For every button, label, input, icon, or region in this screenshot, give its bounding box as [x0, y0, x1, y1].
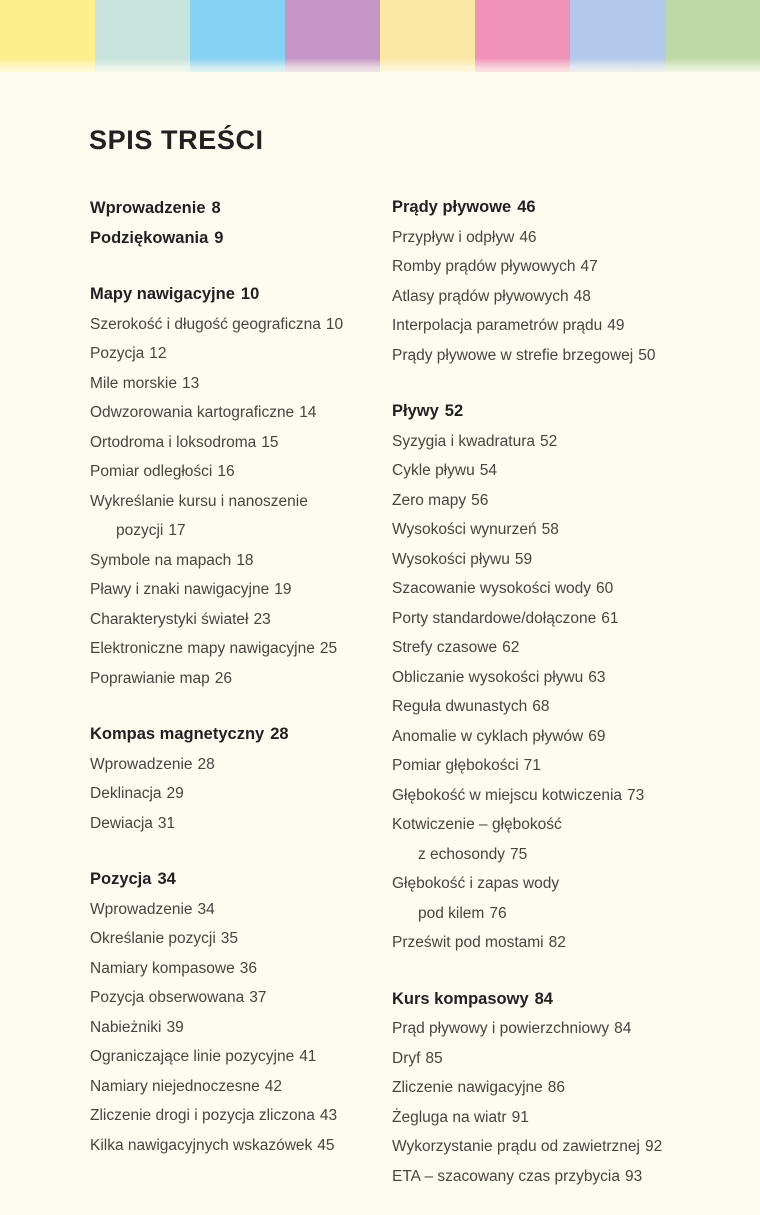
toc-entry-title: Podziękowania: [90, 229, 209, 247]
toc-entry[interactable]: [90, 546, 390, 576]
toc-entry-title: Szacowanie wysokości wody: [392, 580, 592, 597]
toc-entry-page: 36: [239, 959, 257, 977]
toc-entry[interactable]: [392, 486, 712, 516]
toc-entry-page: 58: [541, 521, 559, 538]
toc-entry-title: Zliczenie nawigacyjne: [392, 1079, 543, 1096]
toc-entry-title: Atlasy prądów pływowych: [392, 287, 569, 305]
toc-entry-page: 50: [638, 346, 656, 364]
toc-section: [392, 985, 712, 1192]
toc-entry-title: Zliczenie drogi i pozycja zliczona: [90, 1107, 315, 1124]
toc-entry-page: 84: [614, 1020, 632, 1037]
color-stripe-6: [475, 0, 570, 72]
toc-entry[interactable]: [392, 341, 712, 371]
toc-entry-title: Pozycja: [90, 345, 145, 362]
color-stripe-4: [285, 0, 380, 72]
toc-entry-page: 61: [601, 609, 619, 627]
toc-section-heading-title: Prądy pływowe: [392, 198, 512, 216]
toc-entry[interactable]: [90, 954, 390, 984]
toc-entry[interactable]: [90, 310, 390, 340]
toc-entry[interactable]: [90, 1101, 390, 1131]
toc-section-heading-title: Mapy nawigacyjne: [90, 285, 235, 303]
toc-entry[interactable]: [90, 1072, 390, 1102]
toc-entry-page: 29: [166, 785, 184, 802]
toc-entry-page: 75: [510, 845, 528, 863]
toc-entry-title: Pomiar głębokości: [392, 757, 519, 774]
toc-entry[interactable]: [392, 928, 712, 958]
toc-entry[interactable]: [392, 1103, 712, 1133]
toc-entry[interactable]: [392, 223, 712, 253]
toc-entry-title: Wysokości wynurzeń: [392, 521, 537, 538]
toc-entry-page: 68: [532, 698, 550, 715]
toc-entry[interactable]: [90, 924, 390, 954]
toc-entry[interactable]: [392, 515, 712, 545]
toc-entry-page: 82: [548, 934, 566, 951]
toc-entry[interactable]: [392, 545, 712, 575]
toc-entry-title: pod kilem: [418, 904, 485, 922]
toc-entry-page: 56: [471, 491, 489, 509]
toc-entry-title: Cykle pływu: [392, 462, 475, 479]
toc-entry-title: Syzygia i kwadratura: [392, 432, 536, 450]
toc-entry-page: 62: [502, 639, 520, 656]
toc-entry-page: 92: [644, 1138, 663, 1155]
toc-entry-title: z echosondy: [418, 845, 506, 863]
toc-entry[interactable]: [90, 457, 390, 487]
toc-section-heading-page: 34: [157, 870, 176, 888]
toc-entry-page: 93: [625, 1167, 643, 1185]
toc-section-heading-page: 84: [534, 989, 553, 1008]
toc-entry-title: Odwzorowania kartograficzne: [90, 404, 295, 421]
toc-entry[interactable]: [392, 899, 712, 929]
toc-entry-page: 28: [197, 755, 215, 773]
color-stripe-3: [190, 0, 285, 72]
toc-entry[interactable]: [392, 722, 712, 752]
toc-entry-title: Wprowadzenie: [90, 900, 193, 918]
toc-entry-title: Kotwiczenie – głębokość: [392, 816, 562, 833]
toc-entry-page: 69: [588, 727, 606, 745]
toc-entry[interactable]: [90, 339, 390, 369]
toc-entry-title: Przypływ i odpływ: [392, 228, 515, 246]
toc-entry[interactable]: [392, 1162, 712, 1192]
toc-entry[interactable]: [392, 311, 712, 341]
toc-section-heading-page: 28: [270, 725, 289, 743]
toc-entry-title: Strefy czasowe: [392, 639, 498, 656]
toc-entry-page: 9: [214, 229, 224, 247]
toc-entry[interactable]: [392, 574, 712, 604]
toc-entry-title: Wprowadzenie: [90, 755, 193, 773]
toc-entry[interactable]: [392, 1044, 712, 1074]
toc-entry[interactable]: [392, 781, 712, 811]
toc-entry[interactable]: [90, 1131, 390, 1161]
toc-entry[interactable]: [392, 692, 712, 722]
toc-entry-title: Określanie pozycji: [90, 930, 216, 947]
toc-entry-page: 73: [627, 786, 645, 804]
toc-section-heading-title: Pływy: [392, 402, 439, 420]
page-title: SPIS TREŚCI: [89, 125, 264, 155]
toc-entry[interactable]: [90, 1042, 390, 1072]
toc-entry-page: 8: [211, 199, 221, 217]
toc-section: [392, 397, 712, 958]
toc-entry[interactable]: [90, 1013, 390, 1043]
toc-entry[interactable]: [392, 1014, 712, 1044]
toc-entry-page: 25: [319, 640, 338, 657]
toc-entry-page: 47: [580, 258, 598, 275]
toc-entry[interactable]: [90, 428, 390, 458]
toc-section-heading-title: Kompas magnetyczny: [90, 725, 265, 743]
toc-section-heading[interactable]: [90, 193, 390, 223]
toc-entry-page: 45: [317, 1136, 335, 1154]
toc-entry-page: 71: [523, 757, 541, 774]
toc-entry-title: Pozycja obserwowana: [90, 989, 245, 1006]
toc-entry-page: 13: [181, 374, 200, 392]
toc-entry[interactable]: [392, 604, 712, 634]
toc-entry[interactable]: [90, 575, 390, 605]
toc-entry-page: 39: [166, 1018, 184, 1036]
toc-entry-title: Wysokości pływu: [392, 550, 510, 568]
toc-entry[interactable]: [90, 516, 390, 546]
right-column: [392, 193, 712, 1191]
toc-entry-title: Szerokość i długość geograficzna: [90, 315, 321, 333]
toc-entry-title: Pławy i znaki nawigacyjne: [90, 581, 270, 598]
toc-entry-page: 49: [607, 317, 625, 334]
toc-entry[interactable]: [392, 840, 712, 870]
toc-entry[interactable]: [392, 1073, 712, 1103]
toc-entry-title: Wprowadzenie: [90, 199, 206, 217]
toc-entry[interactable]: [90, 398, 390, 428]
toc-entry[interactable]: [90, 895, 390, 925]
left-column: [90, 193, 390, 1160]
toc-entry-title: Zero mapy: [392, 491, 467, 509]
toc-section: [90, 865, 390, 1160]
toc-entry[interactable]: [392, 810, 712, 840]
toc-entry-page: 86: [547, 1079, 566, 1096]
toc-entry-page: 41: [299, 1048, 317, 1065]
toc-entry-title: Kilka nawigacyjnych wskazówek: [90, 1136, 313, 1154]
toc-entry[interactable]: [392, 751, 712, 781]
toc-entry-title: Poprawianie map: [90, 669, 210, 687]
color-stripe-2: [95, 0, 190, 72]
toc-section: [392, 193, 712, 370]
toc-entry[interactable]: [90, 369, 390, 399]
toc-entry[interactable]: [392, 663, 712, 693]
toc-section-heading[interactable]: [392, 397, 712, 427]
toc-entry[interactable]: [90, 779, 390, 809]
toc-entry-page: 85: [425, 1049, 443, 1067]
toc-entry-title: Anomalie w cyklach pływów: [392, 727, 584, 745]
toc-entry-title: Charakterystyki świateł: [90, 610, 249, 628]
toc-entry-title: Obliczanie wysokości pływu: [392, 668, 584, 686]
toc-section-heading-page: 10: [240, 285, 260, 303]
toc-entry-title: Elektroniczne mapy nawigacyjne: [90, 640, 315, 657]
toc-section-heading[interactable]: [90, 223, 390, 253]
toc-entry[interactable]: [392, 456, 712, 486]
toc-entry-title: Symbole na mapach: [90, 551, 232, 569]
color-stripe-7: [570, 0, 665, 72]
toc-entry-page: 37: [249, 989, 267, 1006]
toc-entry-title: Romby prądów pływowych: [392, 258, 576, 275]
toc-entry-page: 52: [540, 432, 558, 450]
toc-entry-title: Porty standardowe/dołączone: [392, 609, 597, 627]
toc-entry-title: Nabieżniki: [90, 1018, 162, 1036]
toc-entry-title: Reguła dwunastych: [392, 698, 528, 715]
toc-entry[interactable]: [90, 605, 390, 635]
toc-entry-title: Głębokość i zapas wody: [392, 875, 560, 892]
toc-entry-page: 46: [519, 228, 537, 246]
toc-entry[interactable]: [90, 750, 390, 780]
toc-entry-title: Wykreślanie kursu i nanoszenie: [90, 492, 308, 510]
toc-entry-page: 14: [299, 404, 317, 421]
toc-entry-page: 76: [489, 904, 507, 922]
toc-entry-title: Deklinacja: [90, 785, 162, 802]
toc-section: [90, 280, 390, 693]
toc-entry-page: 31: [157, 814, 176, 832]
toc-entry[interactable]: [90, 809, 390, 839]
toc-entry-title: Namiary niejednoczesne: [90, 1077, 260, 1095]
toc-entry-title: Dewiacja: [90, 814, 153, 832]
color-stripe-8: [665, 0, 760, 72]
toc-entry-title: Głębokość w miejscu kotwiczenia: [392, 786, 623, 804]
toc-entry[interactable]: [90, 634, 390, 664]
toc-entry-title: Prąd pływowy i powierzchniowy: [392, 1020, 610, 1037]
toc-entry-page: 35: [220, 930, 239, 947]
toc-entry-page: 26: [214, 669, 233, 687]
toc-entry-page: 59: [514, 550, 533, 568]
toc-entry-page: 12: [149, 345, 167, 362]
toc-entry[interactable]: [392, 633, 712, 663]
toc-section: [90, 193, 390, 253]
toc-entry-title: Ortodroma i loksodroma: [90, 433, 257, 451]
toc-section-heading-page: 52: [444, 402, 464, 420]
toc-section: [90, 720, 390, 838]
toc-entry-title: Interpolacja parametrów prądu: [392, 317, 603, 334]
toc-entry-page: 19: [274, 581, 292, 598]
toc-entry-title: Dryf: [392, 1049, 421, 1067]
toc-entry-page: 10: [325, 315, 344, 333]
toc-entry-title: Ograniczające linie pozycyjne: [90, 1048, 295, 1065]
toc-section-heading[interactable]: [392, 193, 712, 223]
toc-entry-page: 60: [596, 580, 614, 597]
toc-section-heading-title: Kurs kompasowy: [392, 989, 529, 1008]
toc-entry[interactable]: [90, 983, 390, 1013]
toc-entry[interactable]: [392, 1132, 712, 1162]
toc-entry[interactable]: [392, 282, 712, 312]
toc-entry-title: Prześwit pod mostami: [392, 934, 544, 951]
toc-entry-page: 43: [319, 1107, 338, 1124]
toc-entry-page: 18: [236, 551, 254, 569]
toc-section-heading[interactable]: [90, 865, 390, 895]
toc-entry[interactable]: [392, 869, 712, 899]
toc-entry-title: Wykorzystanie prądu od zawietrznej: [392, 1138, 640, 1155]
toc-entry[interactable]: [90, 664, 390, 694]
toc-entry-page: 91: [511, 1108, 529, 1126]
toc-section-heading-title: Pozycja: [90, 870, 152, 888]
toc-entry-title: Prądy pływowe w strefie brzegowej: [392, 346, 634, 364]
color-stripe-1: [0, 0, 95, 72]
toc-entry-title: Pomiar odległości: [90, 463, 213, 480]
toc-section-heading[interactable]: [90, 280, 390, 310]
toc-entry-page: 42: [264, 1077, 282, 1095]
toc-entry-title: ETA – szacowany czas przybycia: [392, 1167, 620, 1185]
toc-entry-title: Mile morskie: [90, 374, 177, 392]
toc-entry[interactable]: [392, 427, 712, 457]
toc-entry-page: 16: [217, 463, 235, 480]
toc-entry[interactable]: [392, 252, 712, 282]
toc-entry-page: 15: [261, 433, 279, 451]
toc-entry-title: Namiary kompasowe: [90, 959, 235, 977]
toc-entry-page: 17: [168, 522, 186, 539]
decorative-color-stripe-band: [0, 0, 760, 72]
toc-section-heading-page: 46: [517, 198, 536, 216]
toc-section-heading[interactable]: [392, 985, 712, 1015]
toc-entry-page: 34: [197, 900, 215, 918]
toc-entry-title: pozycji: [116, 522, 164, 539]
toc-entry-page: 54: [479, 462, 497, 479]
toc-entry-page: 48: [573, 287, 591, 305]
toc-entry[interactable]: [90, 487, 390, 517]
toc-section-heading[interactable]: [90, 720, 390, 750]
color-stripe-5: [380, 0, 475, 72]
toc-entry-title: Żegluga na wiatr: [392, 1108, 507, 1126]
toc-entry-page: 63: [588, 668, 606, 686]
toc-entry-page: 23: [253, 610, 271, 628]
